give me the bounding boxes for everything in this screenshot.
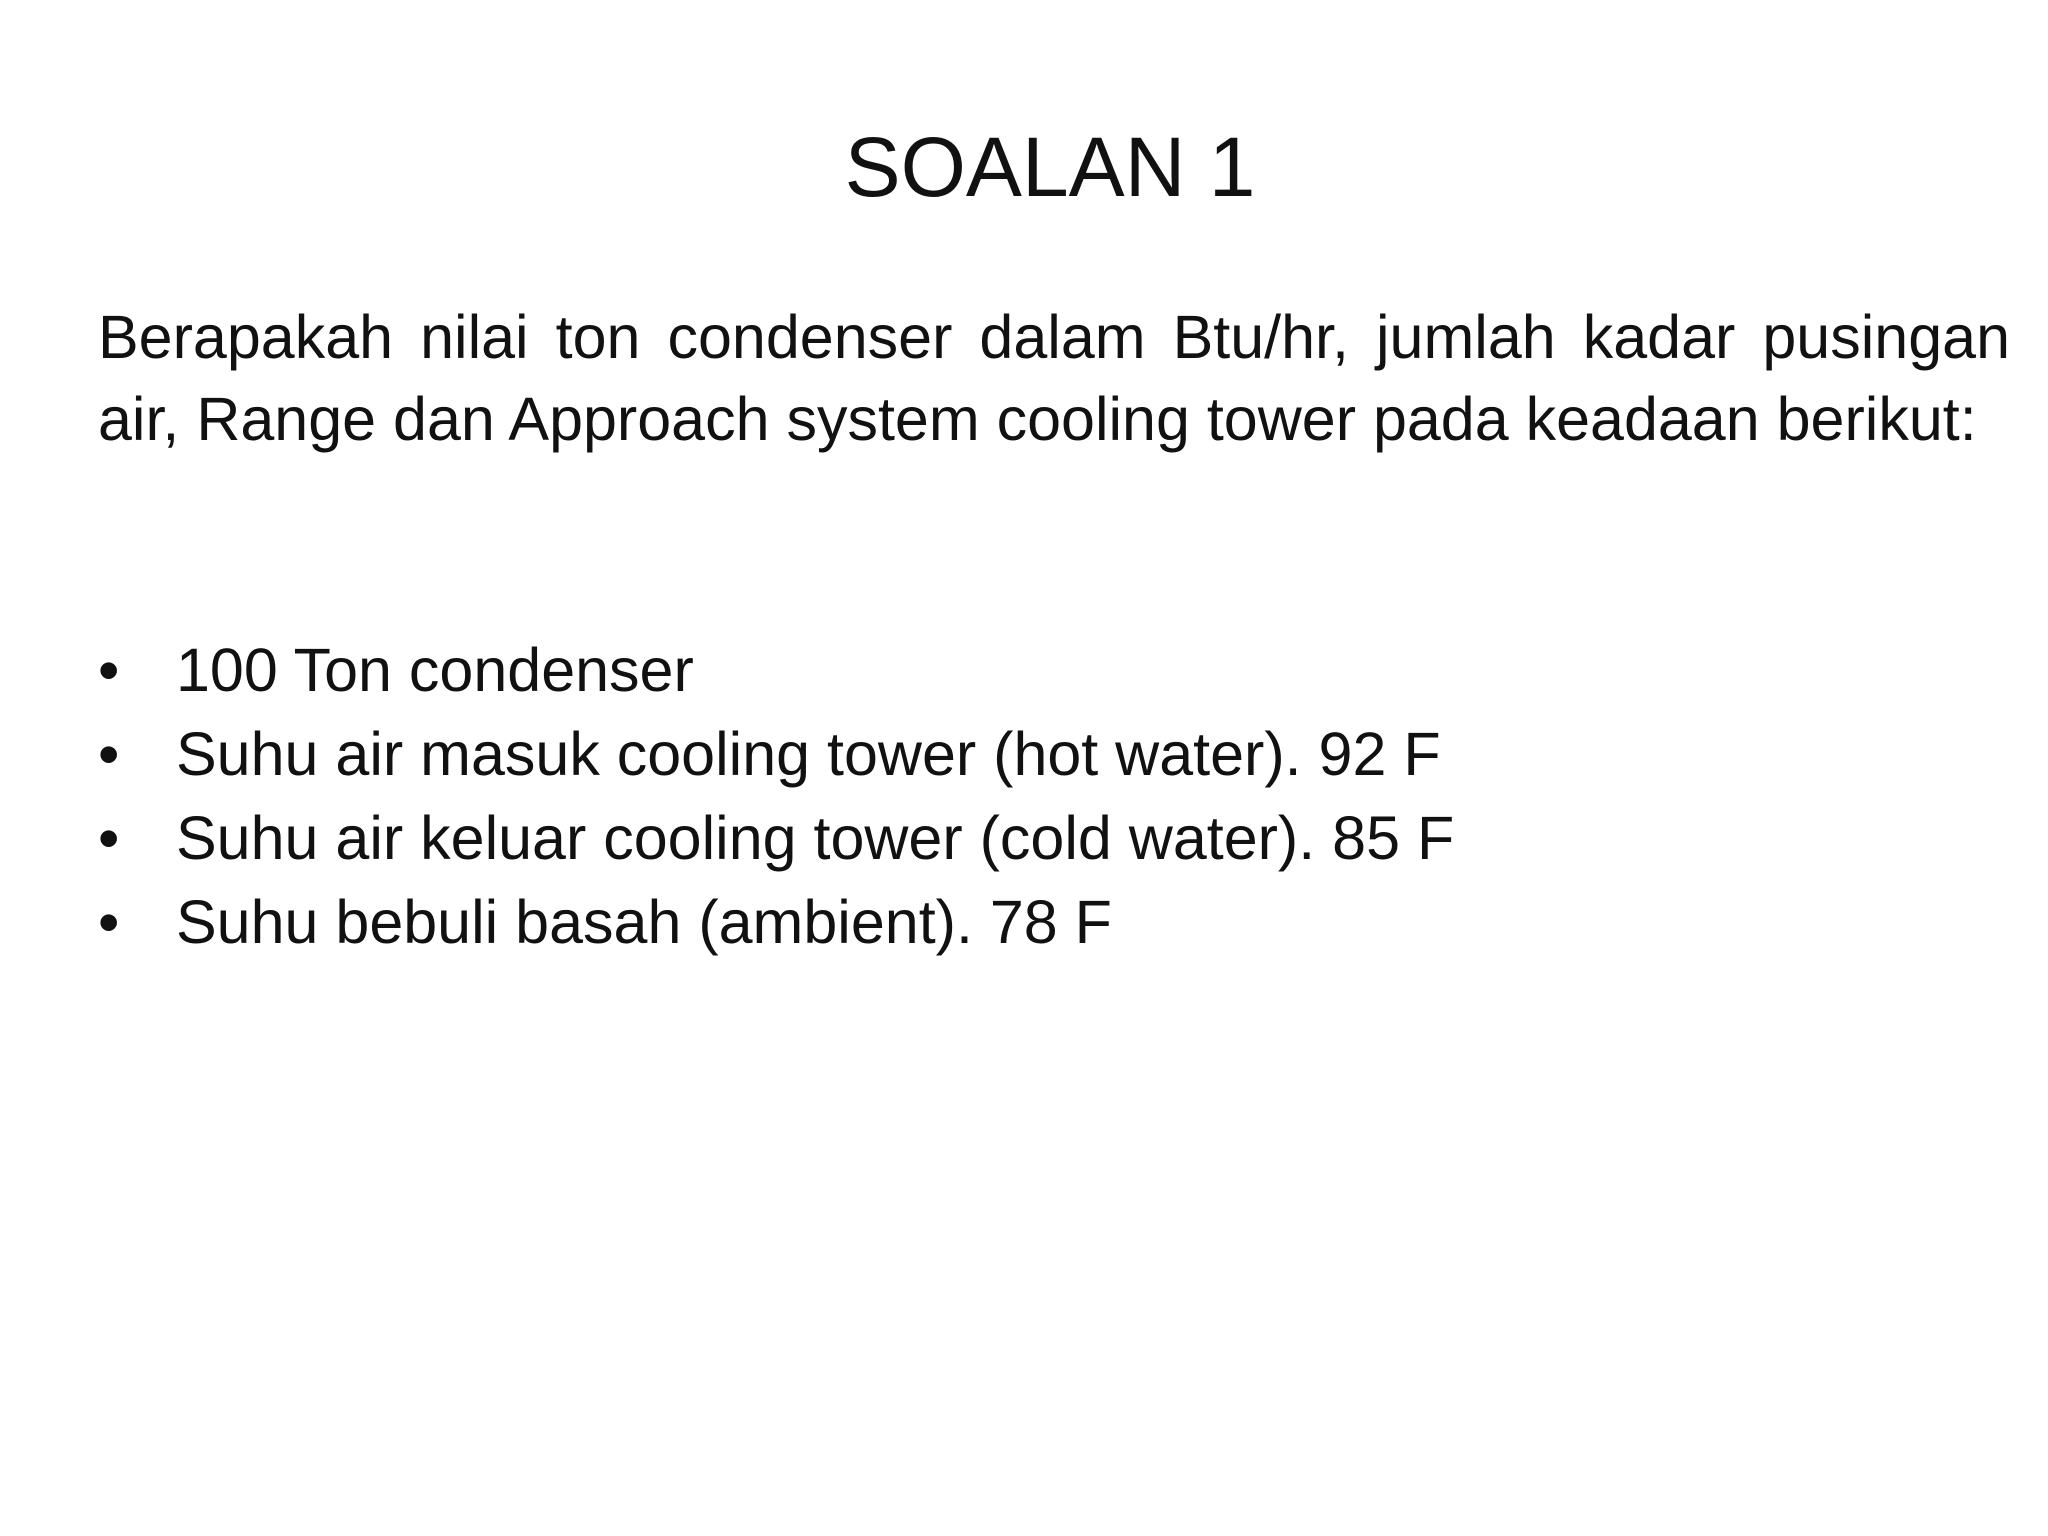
list-item-text: Suhu air keluar cooling tower (cold water). 85 F: [176, 804, 1455, 872]
bullet-icon: •: [98, 720, 120, 788]
bullet-icon: •: [98, 636, 120, 704]
bullet-icon: •: [98, 888, 120, 956]
list-item: [98, 880, 2010, 964]
list-item: [98, 712, 2010, 796]
list-item: [98, 628, 2010, 712]
list-item-text: Suhu air masuk cooling tower (hot water). 92 F: [176, 720, 1441, 788]
list-item-text: 100 Ton condenser: [176, 636, 694, 704]
question-text: Berapakah nilai ton condenser dalam Btu/hr, jumlah kadar pusingan air, Range dan Approach system cooling tower pada keadaan berikut:: [98, 303, 2010, 453]
list-item: [98, 796, 2010, 880]
bullet-icon: •: [98, 804, 120, 872]
list-item-text: Suhu bebuli basah (ambient). 78 F: [176, 888, 1112, 956]
condition-list: [98, 628, 2010, 964]
slide-title: SOALAN 1: [844, 120, 1256, 214]
